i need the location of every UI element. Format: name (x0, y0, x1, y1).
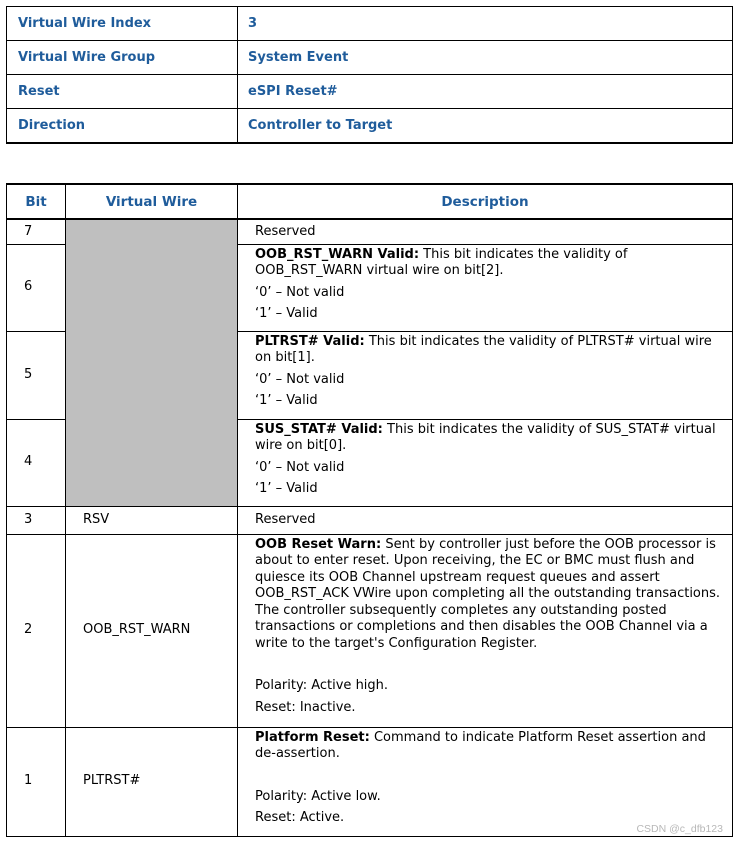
bit-number: 7 (7, 219, 66, 244)
virtual-wire-name: PLTRST# (66, 727, 238, 836)
property-value: Controller to Target (238, 109, 733, 144)
option-not-valid: ‘0’ – Not valid (255, 459, 345, 475)
reset-text: Reset: Active. (255, 810, 345, 825)
description-cell (238, 534, 733, 727)
property-label: Virtual Wire Index (7, 7, 238, 41)
property-row (7, 75, 733, 109)
property-row (7, 109, 733, 144)
description-text: This bit indicates the validity of SUS_STAT# virtual wire on bit[0]. (255, 421, 716, 453)
virtual-wire-column-header: Virtual Wire (66, 184, 238, 219)
property-value: eSPI Reset# (238, 75, 733, 109)
table-header-row (7, 184, 733, 219)
reserved-shaded-cell (66, 219, 238, 506)
description-text: Sent by controller just before the OOB processor is about to enter reset. Upon receiving, the EC or BMC must flush and quiesce its OOB Channel upstream request queues and assert OOB_RST_ACK VWire upon completing all the outstanding transactions. The controller subsequently completes any outstanding posted transactions or completions and then disables the OOB Channel via a write to the target's Configuration Register. (255, 536, 721, 651)
option-not-valid: ‘0’ – Not valid (255, 284, 345, 300)
description-text: Reserved (255, 511, 316, 527)
description-title: Platform Reset: (255, 729, 370, 745)
option-valid: ‘1’ – Valid (255, 306, 318, 321)
bit-number: 3 (7, 506, 66, 534)
property-value: System Event (238, 41, 733, 75)
reset-text: Reset: Inactive. (255, 699, 356, 715)
description-text: Command to indicate Platform Reset assertion and de-assertion. (255, 729, 706, 761)
description-column-header: Description (238, 184, 733, 219)
description-title: PLTRST# Valid: (255, 333, 365, 349)
bit-number: 5 (7, 331, 66, 419)
polarity-text: Polarity: Active low. (255, 788, 381, 804)
description-text: This bit indicates the validity of PLTRST# virtual wire on bit[1]. (255, 333, 712, 365)
property-row (7, 7, 733, 41)
property-label: Reset (7, 75, 238, 109)
table-row (7, 534, 733, 727)
bit-column-header: Bit (7, 184, 66, 219)
property-row (7, 41, 733, 75)
bit-number: 4 (7, 419, 66, 506)
table-row (7, 506, 733, 534)
description-cell (238, 506, 733, 534)
description-text: This bit indicates the validity of OOB_RST_WARN virtual wire on bit[2]. (255, 246, 628, 278)
bit-number: 6 (7, 244, 66, 331)
description-title: OOB Reset Warn: (255, 536, 382, 552)
bit-number: 1 (7, 727, 66, 836)
polarity-text: Polarity: Active high. (255, 678, 389, 693)
watermark-text: CSDN @c_dfb123 (636, 823, 723, 835)
virtual-wire-name: RSV (66, 506, 238, 534)
table-row (7, 727, 733, 836)
table-row (7, 219, 733, 244)
virtual-wire-properties-table (6, 6, 733, 144)
option-valid: ‘1’ – Valid (255, 393, 318, 408)
option-not-valid: ‘0’ – Not valid (255, 371, 345, 387)
description-cell (238, 419, 733, 506)
description-cell (238, 219, 733, 244)
description-text: Reserved (255, 223, 316, 239)
property-value: 3 (238, 7, 733, 41)
description-cell (238, 244, 733, 331)
bit-number: 2 (7, 534, 66, 727)
description-cell (238, 331, 733, 419)
description-title: OOB_RST_WARN Valid: (255, 246, 420, 262)
property-label: Direction (7, 109, 238, 144)
description-cell (238, 727, 733, 836)
option-valid: ‘1’ – Valid (255, 481, 318, 496)
bit-definition-table (6, 183, 733, 837)
property-label: Virtual Wire Group (7, 41, 238, 75)
virtual-wire-name: OOB_RST_WARN (66, 534, 238, 727)
description-title: SUS_STAT# Valid: (255, 421, 383, 437)
